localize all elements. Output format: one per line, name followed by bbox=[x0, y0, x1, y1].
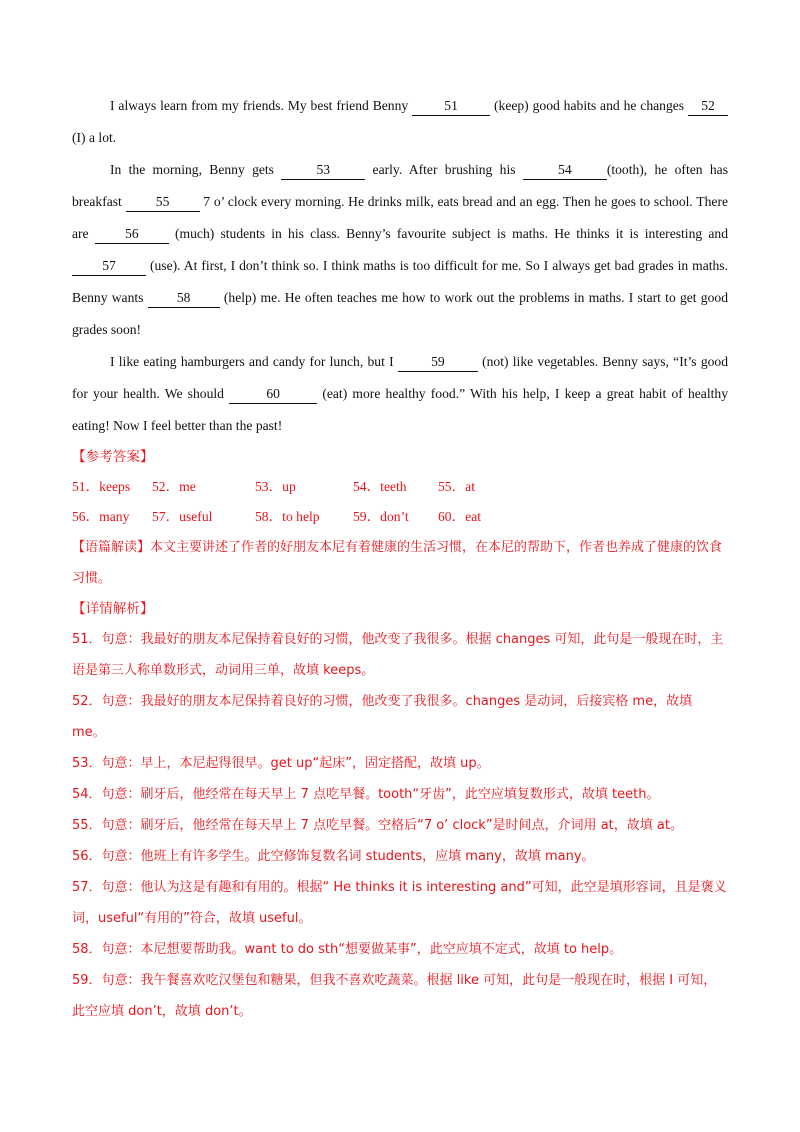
passage-text: I like eating hamburgers and candy for lunch, but I bbox=[110, 354, 398, 369]
passage-text: (tooth), he often has breakfast bbox=[72, 162, 728, 209]
answer-60: 60．eat bbox=[438, 509, 482, 524]
answer-52: 52．me bbox=[152, 479, 196, 494]
answer-56: 56．many bbox=[72, 509, 130, 524]
passage-text: (much) students in his class. Benny’s favourite subject is maths. He thinks it is interesting and bbox=[168, 226, 728, 241]
passage-text: (not) like vegetables. Benny says, “It’s good for your health. We should bbox=[72, 354, 729, 401]
blank-51: 51 bbox=[412, 97, 490, 116]
blank-57: 57 bbox=[72, 257, 146, 276]
summary-label: 【语篇解读】 bbox=[72, 540, 151, 555]
passage-text: 7 o’ clock every morning. He drinks milk, eats bread and an egg. Then he goes to school. There are bbox=[72, 194, 729, 241]
explanation-57: 57．句意：他认为这是有趣和有用的。根据“ He thinks it is interesting and”可知，此空是填形容词，且是褒义词，useful“有用的”符合，故填 useful。 bbox=[72, 880, 727, 926]
passage-text: I always learn from my friends. My best friend Benny bbox=[110, 98, 413, 113]
explanation-55: 55．句意：刷牙后，他经常在每天早上 7 点吃早餐。空格后“7 o’ clock”是时间点，介词用 at，故填 at。 bbox=[72, 818, 683, 833]
passage-paragraph-3 bbox=[72, 346, 728, 442]
summary bbox=[72, 532, 728, 594]
blank-59: 59 bbox=[398, 353, 478, 372]
answer-row-1 bbox=[72, 472, 728, 502]
answer-59: 59．don’t bbox=[353, 509, 409, 524]
explanation-58: 58．句意：本尼想要帮助我。want to do sth“想要做某事”，此空应填不定式，故填 to help。 bbox=[72, 942, 623, 957]
passage-text: (I) a lot. bbox=[72, 130, 117, 145]
summary-text: 本文主要讲述了作者的好朋友本尼有着健康的生活习惯，在本尼的帮助下，作者也养成了健康的饮食习惯。 bbox=[72, 540, 723, 586]
answer-heading: 【参考答案】 bbox=[72, 449, 154, 465]
answer-58: 58．to help bbox=[255, 509, 320, 524]
explanation-59: 59．句意：我午餐喜欢吃汉堡包和糖果，但我不喜欢吃蔬菜。根据 like 可知，此句是一般现在时，根据 I 可知，此空应填 don’t，故填 don’t。 bbox=[72, 973, 717, 1019]
passage-paragraph-2 bbox=[72, 154, 728, 346]
passage-text: (keep) good habits and he changes bbox=[490, 98, 685, 113]
explanation-53: 53．句意：早上，本尼起得很早。get up“起床”，固定搭配，故填 up。 bbox=[72, 756, 490, 771]
passage-text: (eat) more healthy food.” With his help, I keep a great habit of healthy eating! Now I feel better than the past! bbox=[72, 386, 728, 433]
explanation-56: 56．句意：他班上有许多学生。此空修饰复数名词 students，应填 many，故填 many。 bbox=[72, 849, 595, 864]
explanation-52: 52．句意：我最好的朋友本尼保持着良好的习惯，他改变了我很多。changes 是动词，后接宾格 me，故填 me。 bbox=[72, 694, 693, 740]
answer-57: 57．useful bbox=[152, 509, 213, 524]
answer-53: 53．up bbox=[255, 479, 296, 494]
passage-paragraph-1 bbox=[72, 90, 728, 154]
explanation-54: 54．句意：刷牙后，他经常在每天早上 7 点吃早餐。tooth“牙齿”，此空应填复数形式，故填 teeth。 bbox=[72, 787, 660, 802]
blank-54: 54 bbox=[523, 161, 607, 180]
blank-56: 56 bbox=[95, 225, 169, 244]
blank-53: 53 bbox=[281, 161, 365, 180]
blank-52: 52 bbox=[688, 97, 728, 116]
answer-54: 54．teeth bbox=[353, 479, 407, 494]
blank-60: 60 bbox=[229, 385, 317, 404]
explanation-51: 51．句意：我最好的朋友本尼保持着良好的习惯，他改变了我很多。根据 changes 可知，此句是一般现在时，主语是第三人称单数形式，动词用三单，故填 keeps。 bbox=[72, 632, 724, 678]
answer-51: 51．keeps bbox=[72, 479, 131, 494]
passage-text: (use). At first, I don’t think so. I think maths is too difficult for me. So I always get bad grades in maths. Benny wants bbox=[72, 258, 728, 305]
answer-55: 55．at bbox=[438, 479, 475, 494]
blank-58: 58 bbox=[148, 289, 220, 308]
answer-row-2 bbox=[72, 502, 728, 532]
analysis-heading: 【详情解析】 bbox=[72, 601, 154, 617]
passage-text: (help) me. He often teaches me how to work out the problems in maths. I start to get good grades soon! bbox=[72, 290, 728, 337]
passage-text: In the morning, Benny gets bbox=[110, 162, 282, 177]
blank-55: 55 bbox=[126, 193, 200, 212]
document-page bbox=[72, 90, 728, 1027]
passage-text: early. After brushing his bbox=[365, 162, 523, 177]
